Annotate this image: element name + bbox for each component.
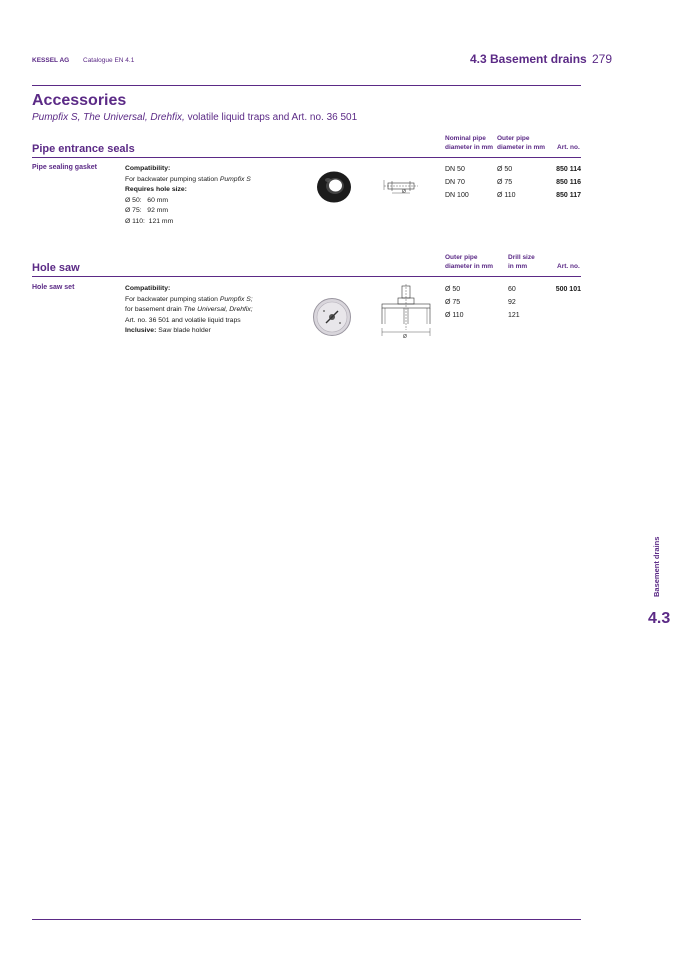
table-cell: DN 50: [445, 166, 465, 173]
saw-incl-label: Inclusive:: [125, 327, 157, 334]
col-outer-saw-line2: diameter in mm: [445, 263, 494, 270]
col-nominal-line2: diameter in mm: [445, 144, 494, 151]
catalogue-label: Catalogue EN 4.1: [83, 57, 135, 64]
company-name: KESSEL AG: [32, 57, 70, 64]
saw-desc-line2: for basement drain: [125, 306, 184, 313]
section-title: 4.3 Basement drains: [470, 52, 587, 66]
page-title: Accessories: [32, 92, 127, 109]
table-cell: Ø 75: [445, 298, 461, 306]
gasket-photo: [315, 170, 353, 204]
hole-saw-description: [125, 284, 295, 337]
saw-desc-line2-italic: The Universal, Drehfix;: [183, 306, 253, 313]
hole-size-50: Ø 50: 60 mm: [125, 196, 169, 204]
gasket-art-column: [548, 164, 581, 202]
side-chapter-number: 4.3: [648, 610, 671, 627]
table-cell: Ø 50: [497, 166, 513, 173]
saw-drill-column: [508, 284, 520, 322]
subtitle-italic: Pumpfix S, The Universal, Drehfix,: [32, 112, 185, 123]
gasket-compat-italic: Pumpfix S: [219, 175, 251, 183]
table-cell: 850 114: [556, 166, 581, 173]
col-outer-line2: diameter in mm: [497, 144, 546, 151]
gasket-hole-label: Requires hole size:: [125, 186, 187, 193]
gasket-description: [125, 164, 285, 227]
table-cell: Ø 110: [445, 311, 464, 319]
table-cell: 92: [508, 298, 516, 306]
gasket-compat-label: Compatibility:: [125, 165, 171, 172]
page-subtitle: [32, 112, 357, 123]
col-outer-saw-line1: Outer pipe: [445, 254, 478, 261]
gasket-nominal-column: [445, 164, 469, 202]
hole-saw-divider: [32, 276, 581, 277]
col-outer-diameter-saw: [445, 253, 493, 271]
product-name-hole-saw: Hole saw set: [32, 284, 75, 291]
saw-outer-column: [445, 284, 464, 322]
side-chapter-label: [652, 522, 666, 597]
col-outer-line1: Outer pipe: [497, 135, 530, 142]
col-outer-diameter: [497, 134, 545, 152]
table-cell: Ø 75: [497, 178, 513, 186]
table-cell: 850 116: [556, 178, 581, 186]
table-cell: DN 70: [445, 178, 465, 186]
table-cell: 850 117: [556, 191, 581, 199]
hole-saw-drawing-label: Ø: [403, 334, 407, 340]
saw-desc-line3: Art. no. 36 501 and volatile liquid traps: [125, 316, 241, 324]
gasket-outer-column: [497, 164, 516, 202]
table-cell: Ø 110: [497, 191, 516, 199]
page-number: 279: [592, 52, 613, 66]
side-chapter-text: Basement drains: [652, 536, 661, 597]
saw-compat-label: Compatibility:: [125, 285, 171, 292]
header-divider: [32, 85, 581, 86]
col-art-no: Art. no.: [557, 144, 580, 151]
saw-incl-text: Saw blade holder: [156, 327, 211, 334]
table-cell: DN 100: [445, 191, 469, 199]
subtitle-plain: volatile liquid traps and Art. no. 36 501: [184, 112, 358, 123]
pipe-seals-heading: Pipe entrance seals: [32, 143, 135, 155]
hole-size-75: Ø 75: 92 mm: [125, 207, 169, 214]
col-nominal-diameter: [445, 134, 493, 152]
saw-desc-line1: For backwater pumping station: [125, 295, 220, 303]
hole-saw-heading: Hole saw: [32, 262, 80, 274]
table-cell: 60: [508, 286, 516, 293]
hole-size-110: Ø 110: 121 mm: [125, 217, 174, 225]
table-cell: 121: [508, 311, 520, 319]
hole-saw-photo: [312, 297, 352, 337]
pipe-seals-divider: [32, 157, 581, 158]
saw-desc-line1-italic: Pumpfix S;: [219, 295, 253, 303]
footer-divider: [32, 919, 581, 920]
saw-art-no: 500 101: [555, 286, 581, 293]
gasket-drawing-label: Ø: [402, 189, 406, 195]
col-drill-line1: Drill size: [508, 254, 535, 261]
col-art-no-saw: Art. no.: [557, 263, 580, 270]
gasket-compat-text: For backwater pumping station: [125, 175, 220, 183]
table-cell: Ø 50: [445, 286, 461, 293]
col-nominal-line1: Nominal pipe: [445, 135, 486, 142]
product-name-gasket: Pipe sealing gasket: [32, 164, 97, 171]
col-drill-line2: in mm: [508, 263, 528, 270]
col-drill-size: [508, 253, 535, 271]
gasket-drawing: [380, 178, 422, 198]
